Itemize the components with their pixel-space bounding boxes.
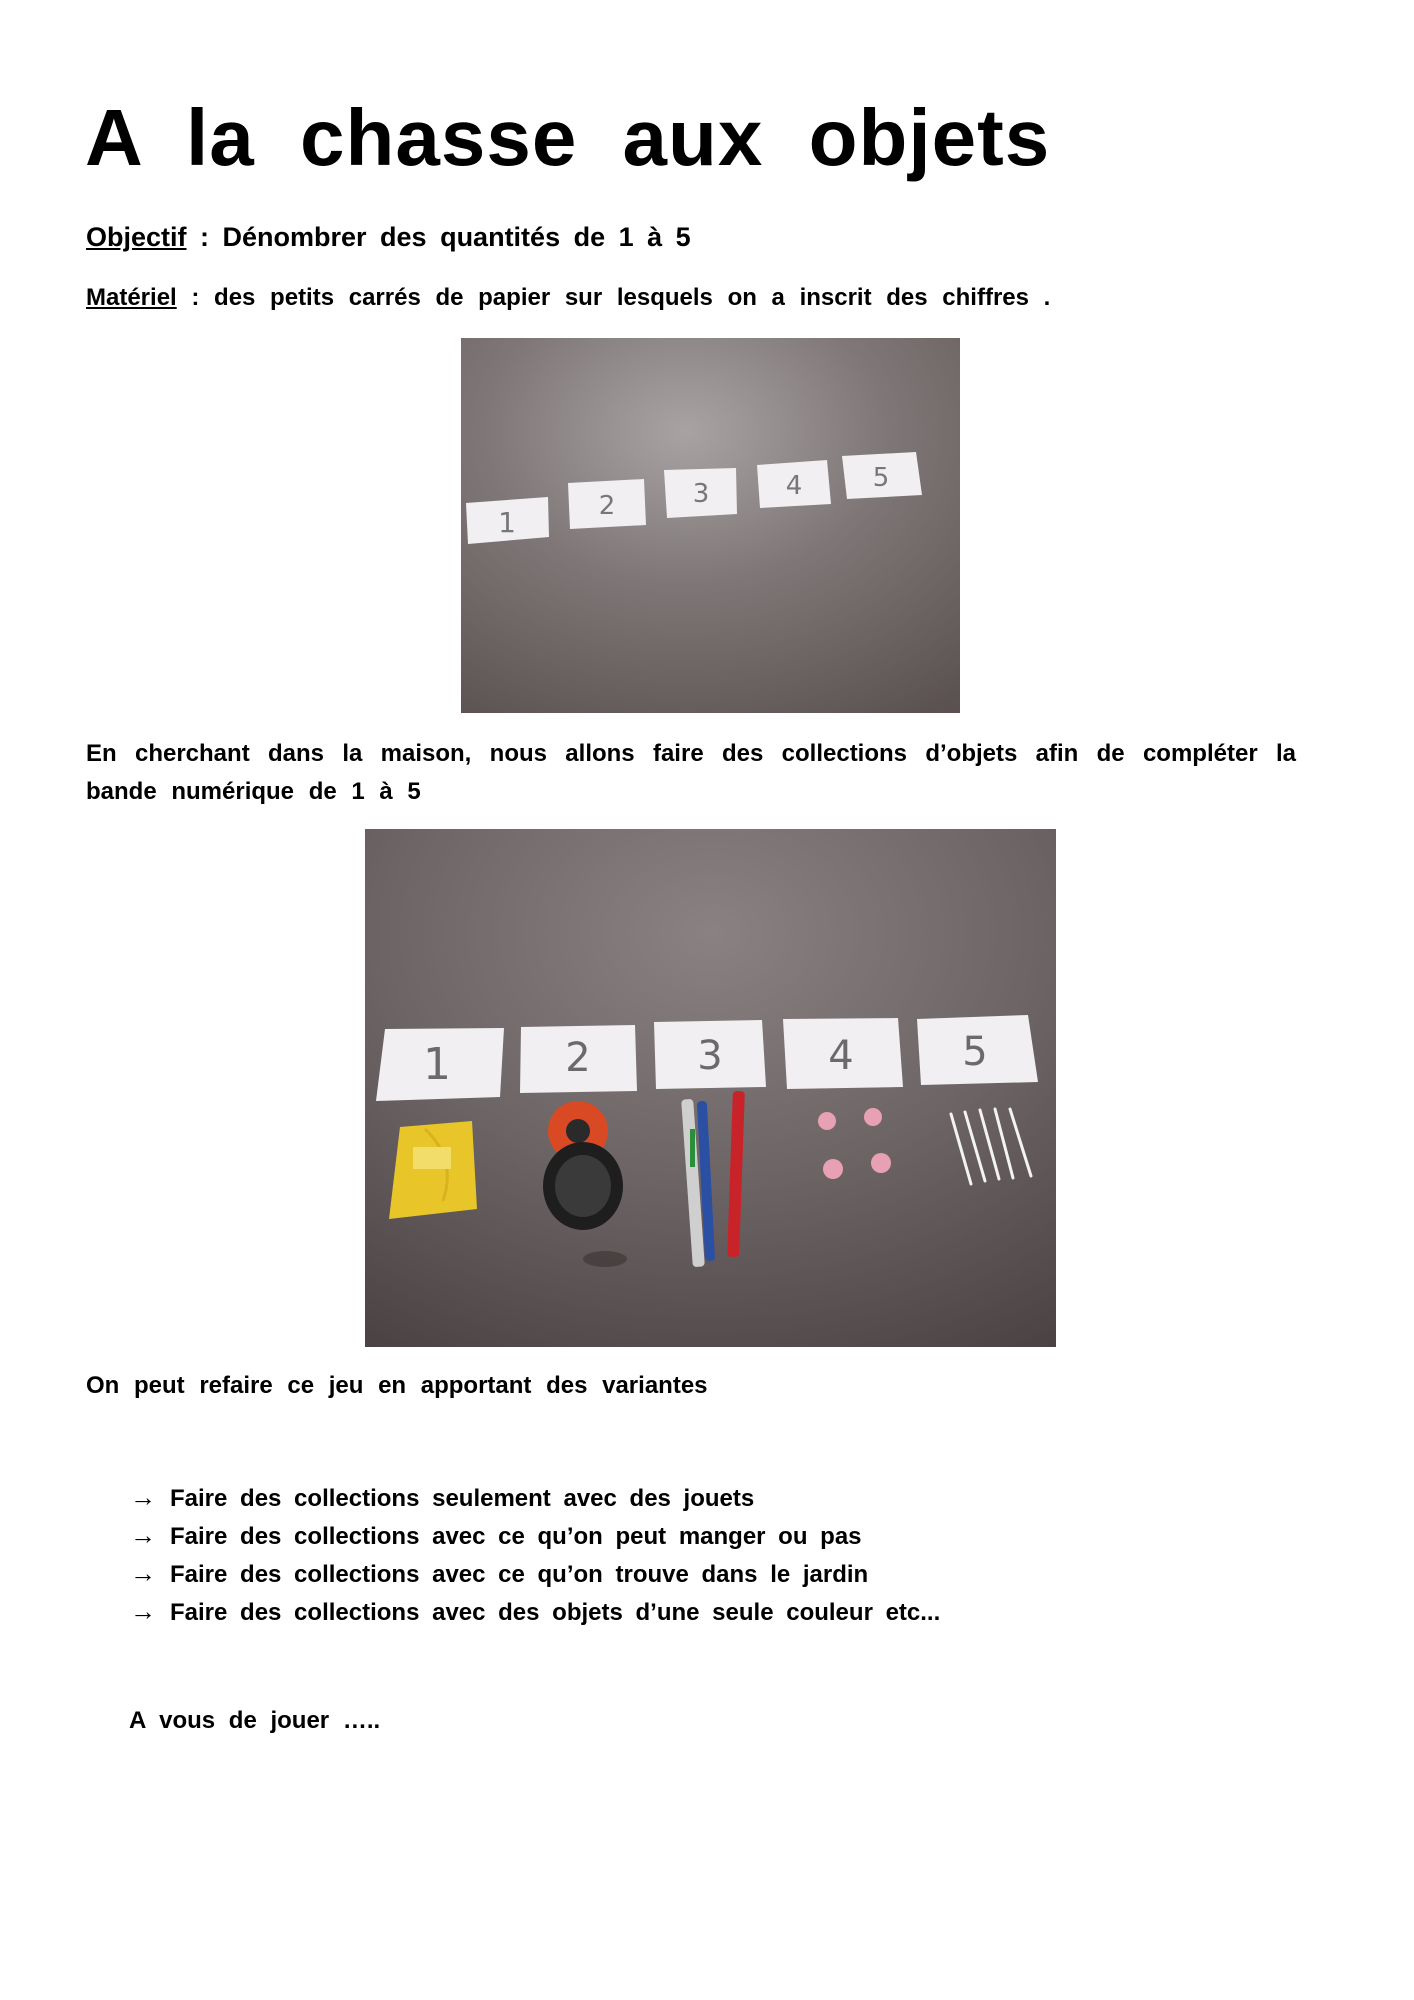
photo-object-collections: [365, 829, 1056, 1347]
objectif-separator: :: [186, 222, 223, 252]
card-4: [783, 1018, 903, 1089]
closing-line: A vous de jouer …..: [129, 1707, 381, 1734]
arrow-icon: →: [130, 1558, 156, 1588]
card-3-digit: 3: [697, 1033, 723, 1079]
materiel-separator: :: [176, 284, 215, 311]
variant-text: Faire des collections seulement avec des jouets: [170, 1485, 755, 1512]
variants-list: [130, 1478, 940, 1630]
materiel-label: Matériel: [86, 284, 177, 311]
card-1-digit: 1: [498, 506, 516, 539]
arrow-icon: →: [130, 1596, 156, 1626]
card-2: [520, 1025, 637, 1093]
materiel-text: des petits carrés de papier sur lesquels on a inscrit des chiffres .: [214, 284, 1051, 311]
card-2-digit: 2: [598, 491, 616, 521]
objectif-label: Objectif: [86, 222, 187, 252]
objectif-text: Dénombrer des quantités de 1 à 5: [222, 222, 691, 252]
arrow-icon: →: [130, 1520, 156, 1550]
card-1: [466, 497, 549, 544]
photo-number-cards: [461, 338, 960, 713]
list-item: [130, 1592, 940, 1630]
arrow-icon: →: [130, 1482, 156, 1512]
card-4: [757, 460, 831, 508]
variants-intro: On peut refaire ce jeu en apportant des variantes: [86, 1372, 708, 1399]
variant-text: Faire des collections avec ce qu’on peut manger ou pas: [170, 1523, 862, 1550]
card-3: [654, 1020, 766, 1089]
list-item: [130, 1478, 940, 1516]
card-2: [568, 479, 646, 529]
card-4-digit: 4: [828, 1033, 854, 1079]
page-title: A la chasse aux objets: [85, 93, 1051, 182]
variant-text: Faire des collections avec ce qu’on trouve dans le jardin: [170, 1561, 869, 1588]
card-5: [842, 452, 922, 499]
card-5-digit: 5: [962, 1029, 988, 1075]
materiel-line: [86, 284, 1050, 312]
card-3: [664, 468, 737, 518]
objectif-line: [86, 222, 691, 253]
variant-text: Faire des collections avec des objets d’une seule couleur etc...: [170, 1599, 941, 1626]
tea-bag-object: [389, 1121, 477, 1219]
card-1-digit: 1: [423, 1039, 451, 1090]
intro-paragraph: En cherchant dans la maison, nous allons faire des collections d’objets afin de compléter la bande numérique de 1 à 5: [86, 740, 1296, 805]
card-4-digit: 4: [785, 471, 803, 501]
card-1: [376, 1028, 504, 1101]
list-item: [130, 1554, 940, 1592]
card-3-digit: 3: [692, 479, 710, 509]
list-item: [130, 1516, 940, 1554]
card-2-digit: 2: [565, 1035, 591, 1081]
card-5-digit: 5: [872, 463, 890, 493]
card-5: [917, 1015, 1038, 1085]
